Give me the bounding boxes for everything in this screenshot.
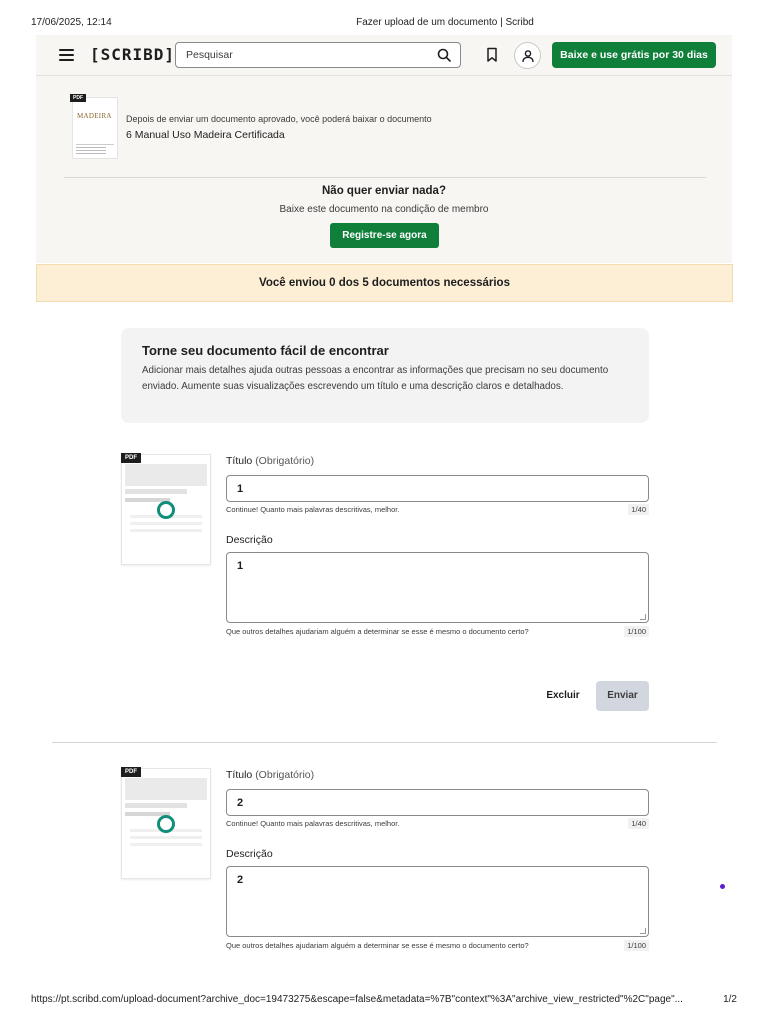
account-button[interactable] (514, 42, 541, 69)
loading-spinner-icon (157, 501, 175, 519)
menu-icon[interactable] (59, 49, 74, 61)
print-datetime: 17/06/2025, 12:14 (31, 17, 112, 28)
no-upload-subtitle: Baixe este documento na condição de membro (279, 204, 489, 215)
delete-button[interactable]: Excluir (546, 690, 580, 701)
archive-document-thumbnail (72, 97, 118, 159)
title-hint: Continue! Quanto mais palavras descritivas, melhor. (226, 819, 400, 828)
title-field[interactable] (226, 475, 649, 502)
info-card (121, 328, 649, 423)
title-field[interactable] (226, 789, 649, 816)
title-label (226, 769, 314, 781)
indicator-dot (720, 884, 725, 889)
thumbnail-brand: MADEIRA (77, 112, 112, 120)
pdf-badge: PDF (121, 767, 141, 777)
required-marker: (Obrigatório) (255, 455, 315, 467)
resize-handle-icon[interactable] (640, 614, 646, 620)
description-label: Descrição (226, 534, 273, 546)
pdf-badge: PDF (121, 453, 141, 463)
archive-document-name: 6 Manual Uso Madeira Certificada (126, 129, 285, 141)
title-label (226, 455, 314, 467)
description-hint: Que outros detalhes ajudariam alguém a determinar se esse é mesmo o documento certo? (226, 627, 529, 636)
upload-progress-banner: Você enviou 0 dos 5 documentos necessários (36, 264, 733, 302)
description-label: Descrição (226, 848, 273, 860)
print-page-number: 1/2 (723, 994, 737, 1005)
required-marker: (Obrigatório) (255, 769, 315, 781)
print-title: Fazer upload de um documento | Scribd (356, 17, 534, 28)
free-trial-button[interactable]: Baixe e use grátis por 30 dias (552, 42, 716, 68)
print-footer (0, 994, 768, 1008)
title-label-text: Título (226, 455, 253, 467)
title-char-counter: 1/40 (628, 504, 649, 515)
search-icon[interactable] (437, 48, 451, 62)
divider (64, 177, 706, 178)
navbar (36, 35, 732, 76)
document-thumbnail (121, 768, 211, 879)
description-char-counter: 1/100 (624, 940, 649, 951)
title-value: 1 (237, 483, 244, 495)
title-char-counter: 1/40 (628, 818, 649, 829)
info-card-title: Torne seu documento fácil de encontrar (142, 343, 389, 358)
divider (52, 742, 717, 743)
upload-note: Depois de enviar um documento aprovado, você poderá baixar o documento (126, 114, 432, 124)
bookmark-icon[interactable] (486, 47, 498, 63)
description-value: 1 (237, 560, 244, 572)
thumbnail-lines (76, 144, 114, 156)
title-value: 2 (237, 797, 244, 809)
search-input[interactable] (175, 42, 461, 68)
scribd-logo[interactable]: [SCRIBD] (90, 45, 176, 64)
search-placeholder: Pesquisar (186, 49, 233, 61)
description-field[interactable] (226, 552, 649, 623)
resize-handle-icon[interactable] (640, 928, 646, 934)
info-card-body: Adicionar mais detalhes ajuda outras pessoas a encontrar as informações que precisam no seu documento enviado. Aumente suas visualizações escrevendo um título e uma descrição claros e detalhados. (142, 365, 609, 392)
print-url: https://pt.scribd.com/upload-document?archive_doc=19473275&escape=false&metadata=%7B"context"%3A"archive_view_restricted"%2C"page"... (31, 994, 683, 1005)
no-upload-title: Não quer enviar nada? (322, 185, 446, 197)
print-header (0, 17, 768, 31)
description-hint: Que outros detalhes ajudariam alguém a determinar se esse é mesmo o documento certo? (226, 941, 529, 950)
title-hint: Continue! Quanto mais palavras descritivas, melhor. (226, 505, 400, 514)
title-label-text: Título (226, 769, 253, 781)
register-button[interactable]: Registre-se agora (330, 223, 439, 248)
description-field[interactable] (226, 866, 649, 937)
send-button[interactable]: Enviar (596, 681, 649, 711)
user-icon (521, 49, 535, 63)
loading-spinner-icon (157, 815, 175, 833)
pdf-badge: PDF (70, 94, 86, 102)
description-char-counter: 1/100 (624, 626, 649, 637)
document-thumbnail (121, 454, 211, 565)
app-top-section (36, 35, 732, 263)
description-value: 2 (237, 874, 244, 886)
